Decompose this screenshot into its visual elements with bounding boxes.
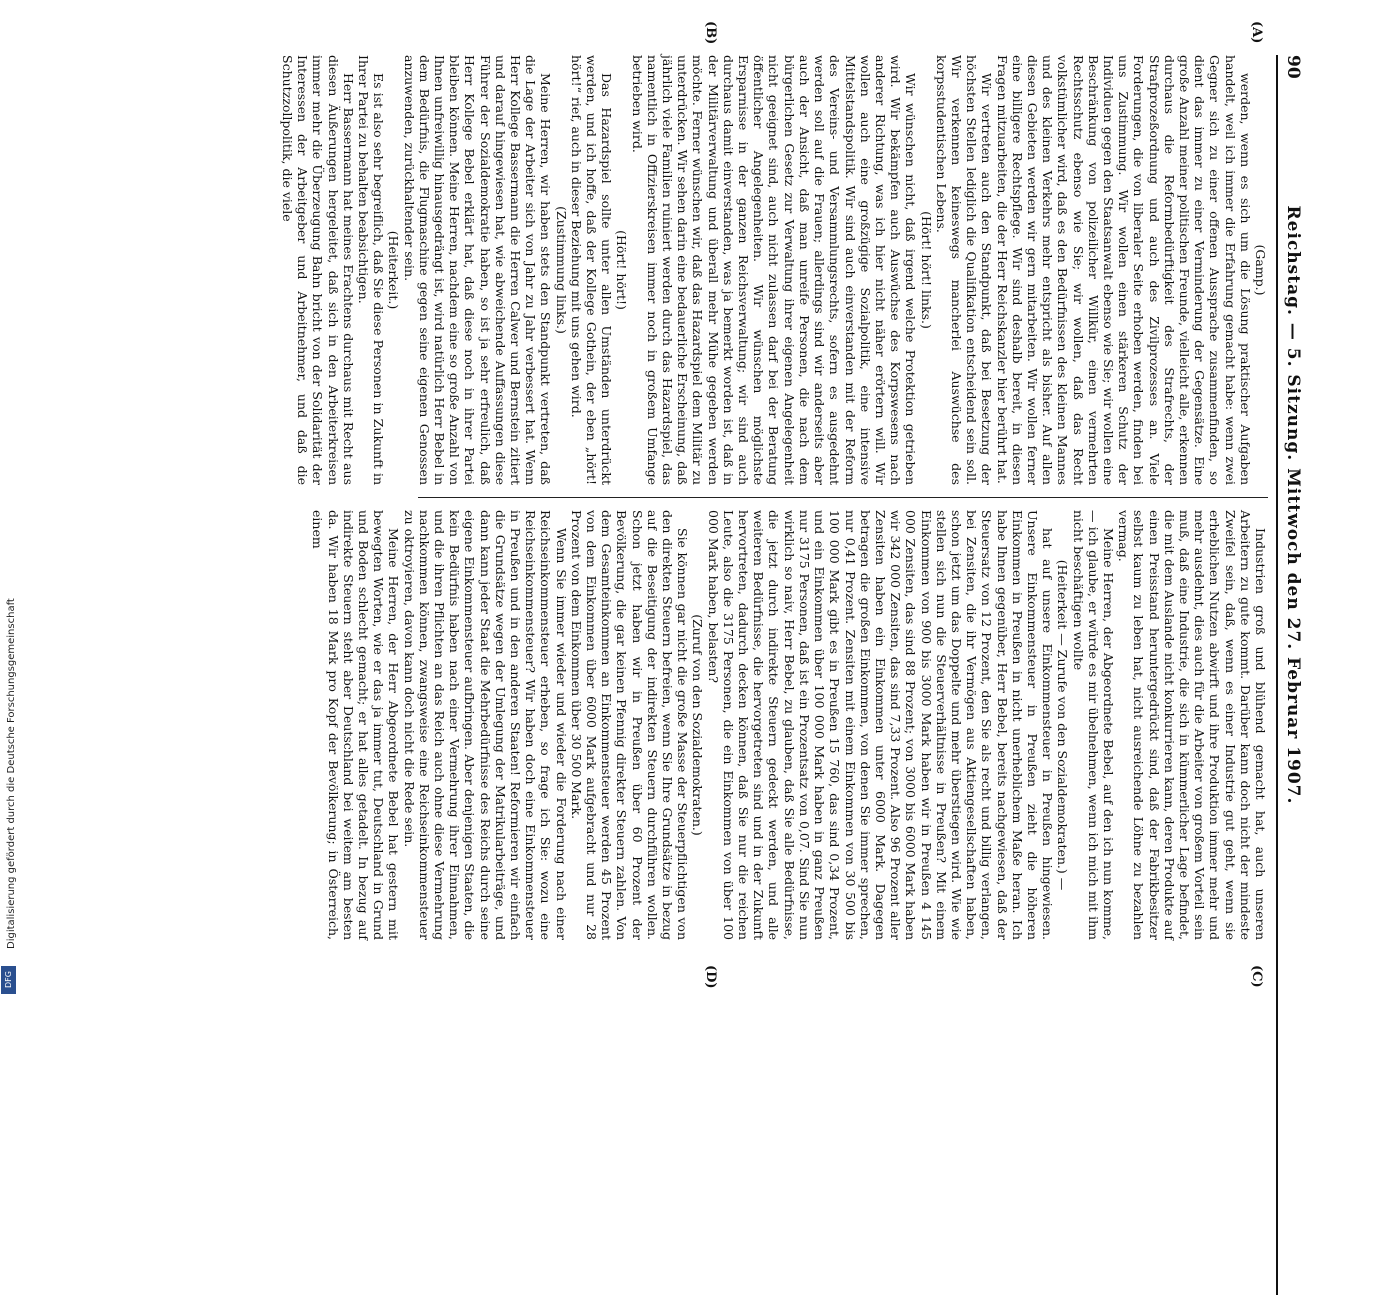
digitization-credit-strip	[2, 200, 16, 990]
margin-mark-a: (A)	[1249, 21, 1264, 44]
paragraph: Wir vertreten auch den Standpunkt, daß bei Besetzung der höchsten Stellen lediglich die Qualifikation entscheidend sein soll. Wir verkennen keineswegs mancherlei Auswüchse des korpsstudentischen Lebens.	[933, 55, 995, 485]
interjection: (Hört! hört! links.)	[918, 211, 934, 329]
interjection: (Zustimmung links.)	[553, 206, 569, 334]
paragraph: Wenn Sie immer wieder und wieder die Forderung nach einer Reichseinkommensteuer erheben, so frage ich Sie: wozu eine Reichseinkommensteuer? Wir haben doch eine Einkommensteuer in Preußen und in den anderen Staaten! Reformieren wir einfach die Grundsätze wegen der Umlegung der Matrikularbeiträge, und dann kann jeder Staat die Mehrbedürfnisse des Reichs durch seine eigene Einkommensteuer aufbringen. Aber denjenigen Staaten, die kein Bedürfnis haben nach einer Vermehrung ihrer Einnahmen, und die ihren Pflichten an das Reich auch ohne diese Vermehrung nachkommen können, zwangsweise eine Reichseinkommensteuer zu oktroyieren, davon kann doch nicht die Rede sein.	[401, 510, 569, 940]
paragraph: Es ist also sehr begreiflich, daß Sie diese Personen in Zukunft in Ihrer Partei zu behalten beabsichtigen.	[356, 55, 387, 485]
interjection: (Heiterkeit — Zurufe von den Sozialdemokraten.) —	[1055, 559, 1071, 891]
page-number: 90	[1283, 55, 1303, 79]
document-page	[68, 21, 1308, 989]
paragraph: werden, wenn es sich um die Lösung praktischer Aufgaben handelt, weil ich immer die Erfahrung gemacht habe: wenn zwei Gegner sich zu einer offenen Aussprache zusammenfinden, so dient das immer zu einer Verminderung der Gegensätze. Eine große Anzahl meiner politischen Freunde, vielleicht alle, erkennen durchaus die Reformbedürftigkeit des Strafrechts, der Strafprozeßordnung und auch des Zivilprozesses an. Viele Forderungen, die von liberaler Seite erhoben werden, finden bei uns Zustimmung. Wir wollen einen stärkeren Schutz der Individuen gegen den Staatsanwalt ebenso wie Sie; wir wollen eine Beschränkung von polizeilicher Willkür, einen vermehrten Rechtsschutz ebenso wie Sie; wir wollen, daß das Recht volkstümlicher wird, daß es den Bedürfnissen des kleinen Mannes und des kleinen Verkehrs mehr entspricht als bisher. Auf allen diesen Gebieten werden wir gern mitarbeiten. Wir wollen ferner eine billigere Rechtspflege. Wir sind deshalb bereit, in diesen Fragen mitzuarbeiten, die der Herr Reichskanzler hier berührt hat.	[994, 55, 1253, 485]
paragraph: Meine Herren, der Herr Abgeordnete Bebel hat gestern mit bewegten Worten, wie er das ja immer tut, Deutschland in Grund und Boden schlecht gemacht; er hat alles getadelt. In bezug auf indirekte Steuern steht aber Deutschland bei weitem am besten da. Wir haben 18 Mark pro Kopf der Bevölkerung; in Österreich, einem	[310, 510, 402, 940]
digitization-credit-text: Digitalisierung gefördert durch die Deutsche Forschungsgemeinschaft	[6, 598, 17, 949]
paragraph: Das Hazardspiel sollte unter allen Umständen unterdrückt werden, und ich hoffe, daß der Kollege Gothein, der eben „hört! hört!“ rief, auch in dieser Beziehung mit uns gehen wird.	[568, 55, 615, 485]
paragraph: Wir wünschen nicht, daß irgend welche Protektion getrieben wird. Wir bekämpfen auch Auswüchse des Korpswesens nach anderer Richtung, was ich hier nicht näher erörtern will. Wir wollen auch eine großzügige Sozialpolitik, eine intensive Mittelstandspolitik. Wir sind auch einverstanden mit der Reform des Vereins- und Versammlungsrechts, sofern es ausgedehnt werden soll auf die Frauen; allerdings sind wir anderseits aber auch der Ansicht, daß man unreife Personen, die nach dem bürgerlichen Gesetz zur Verwaltung ihrer eigenen Angelegenheit nicht geeignet sind, auch nicht zulassen darf bei der Beratung öffentlicher Angelegenheiten. Wir wünschen möglichste Ersparnisse in der ganzen Reichsverwaltung; wir sind auch durchaus damit einverstanden, was ja bemerkt worden ist, daß in der Militärverwaltung und überall mehr Mühe gegeben werden möchte. Ferner wünschen wir, daß das Hazardspiel dem Militär zu unterdrücken. Wir sehen darin eine bedauerliche Erscheinung, daß jährlich viele Familien ruiniert werden durch das Hazardspiel, das namentlich in Offizierskreisen immer noch in großem Umfange betrieben wird.	[629, 55, 919, 485]
interjection: (Heiterkeit.)	[386, 230, 402, 310]
paragraph: Industrien groß und blühend gemacht hat, auch unseren Arbeitern zu gute kommt. Darüber kann doch nicht der mindeste Zweifel sein, daß, wenn es einer Industrie gut geht, wenn sie erheblichen Nutzen abwirft und ihre Produktion immer mehr und mehr ausdehnt, dies auch für die Arbeiter von großem Vorteil sein muß, daß eine Industrie, die sich in kümmerlicher Lage befindet, die mit dem Auslande nicht konkurrieren kann, deren Produkte auf einen Preisstand heruntergedrückt sind, daß der Fabrikbesitzer selbst kaum zu leben hat, nicht ausreichende Löhne zu bezahlen vermag.	[1116, 510, 1268, 940]
margin-mark-d: (D)	[703, 965, 718, 989]
column-divider	[418, 497, 1268, 498]
paragraph: Sie können gar nicht die große Masse der Steuerpflichtigen von den direkten Steuern befreien, wenn Sie Ihre Grundsätze in bezug auf die Beseitigung der indirekten Steuern durchführen wollen. Schon jetzt haben wir in Preußen über 60 Prozent der Bevölkerung, die gar keinen Pfennig direkter Steuern zahlen. Von dem Gesamteinkommen an Einkommensteuer werden 45 Prozent von dem Einkommen über 6000 Mark aufgebracht und nur 28 Prozent von dem Einkommen über 30 500 Mark.	[568, 510, 691, 940]
left-text-column	[280, 55, 1268, 485]
dfg-logo-icon: DFG	[1, 966, 16, 994]
interjection: (Gamp.)	[1253, 244, 1268, 296]
paragraph: hat auf unsere Einkommensteuer in Preußen hingewiesen. Unsere Einkommensteuer in Preußen zieht die höheren Einkommen in Preußen in nicht unerheblichem Maße heran. Ich habe Ihnen gegenüber, Herr Bebel, bereits nachgewiesen, daß der Steuersatz von 12 Prozent, den Sie als recht und billig verlangen, bei Zensiten, die ihr Vermögen aus Aktiengesellschaften haben, schon jetzt um das Doppelte und mehr überstiegen wird. Wie wie stellen sich nun die Steuerverhältnisse in Preußen? Mit einem Einkommen von 900 bis 3000 Mark haben wir in Preußen 4 145 000 Zensiten, das sind 88 Prozent; von 3000 bis 6000 Mark haben wir 342 000 Zensiten, das sind 7,33 Prozent. Also 96 Prozent aller Zensiten haben ein Einkommen unter 6000 Mark. Dagegen betragen die großen Einkommen, von denen Sie immer sprechen, nur 0,41 Prozent. Zensiten mit einem Einkommen von 30 500 bis 100 000 Mark gibt es in Preußen 15 760, das sind 0,34 Prozent, und ein Einkommen über 100 000 Mark haben in ganz Preußen nur 3175 Personen, daß ist ein Prozentsatz von 0,07. Sind Sie nun wirklich so naiv, Herr Bebel, zu glauben, daß Sie alle Bedürfnisse, die jetzt durch indirekte Steuern gedeckt werden, und alle weiteren Bedürfnisse, die hervorgetreten sind und in der Zukunft hervortreten, dadurch decken können, daß Sie nur die reichen Leute, also die 3175 Personen, die ein Einkommen von über 100 000 Mark haben, belasten?	[705, 510, 1056, 940]
paragraph: Meine Herren, wir haben stets den Standpunkt vertreten, daß die Lage der Arbeiter sich von Jahr zu Jahr verbessert hat. Wenn Herr Kollege Bassermann die Herren Calwer und Bernstein zitiert und darauf hingewiesen hat, wie abweichende Auffassungen diese Führer der Sozialdemokratie haben, so ist ja sehr erfreulich, daß Herr Kollege Bebel erklärt hat, daß diese noch in ihrer Partei bleiben können. Meine Herren, nachdem eine so große Anzahl von Ihnen unfreiwillig hinausgedrängt ist, wird natürlich Herr Bebel in dem Bedürfnis, die Flugmaschine gegen seine eigenen Genossen anzuwenden, zurückhaltender sein.	[401, 55, 554, 485]
paragraph: Herr Bassermann hat meines Erachtens durchaus mit Recht aus diesen Äußerungen hergeleitet, daß sich in den Arbeiterkreisen immer mehr die Überzeugung Bahn bricht von der Solidarität der Interessen der Arbeitgeber und Arbeitnehmer, und daß die Schutzzollpolitik, die viele	[280, 55, 356, 485]
page-header	[1278, 55, 1308, 955]
interjection: (Hört! hört!)	[614, 230, 630, 310]
right-text-column	[310, 510, 1268, 940]
margin-mark-c: (C)	[1249, 965, 1264, 988]
margin-mark-b: (B)	[703, 21, 718, 45]
interjection: (Zuruf von den Sozialdemokraten.)	[690, 614, 706, 836]
running-title: Reichstag. — 5. Sitzung. Mittwoch den 27. Februar 1907.	[1283, 205, 1303, 805]
header-rule	[1276, 55, 1278, 1295]
paragraph: Meine Herren, der Abgeordnete Bebel, auf den ich nun komme, — ich glaube, er würde es mir übelnehmen, wenn ich mich mit ihm nicht beschäftigen wollte	[1070, 510, 1116, 940]
